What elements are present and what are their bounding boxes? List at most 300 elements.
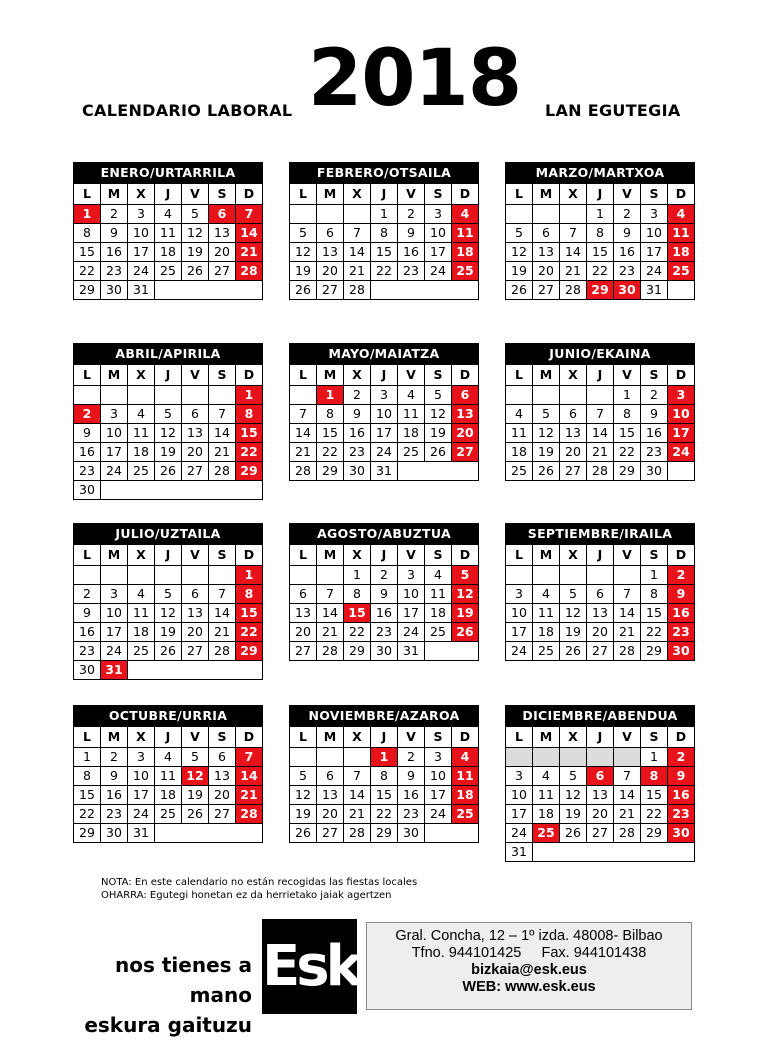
week-row (290, 386, 479, 405)
day-cell: 3 (425, 748, 452, 767)
empty-day-cell (317, 748, 344, 767)
month-table (73, 544, 263, 680)
day-cell: 1 (371, 205, 398, 224)
week-row (506, 566, 695, 585)
weekday-header: L (506, 365, 533, 386)
day-cell: 15 (344, 604, 371, 623)
day-cell: 30 (74, 481, 101, 500)
day-cell: 3 (668, 386, 695, 405)
day-cell: 17 (641, 243, 668, 262)
day-cell: 14 (236, 224, 263, 243)
empty-day-cell (74, 566, 101, 585)
empty-day-cell (74, 386, 101, 405)
day-cell: 20 (317, 262, 344, 281)
week-row (506, 767, 695, 786)
week-row (74, 661, 263, 680)
day-cell: 26 (533, 462, 560, 481)
empty-day-cell (668, 462, 695, 481)
day-cell: 11 (155, 224, 182, 243)
day-cell: 10 (128, 224, 155, 243)
day-cell: 29 (74, 824, 101, 843)
day-cell: 9 (641, 405, 668, 424)
day-cell: 27 (182, 462, 209, 481)
day-cell: 21 (587, 443, 614, 462)
day-cell: 22 (344, 623, 371, 642)
week-row (506, 623, 695, 642)
empty-day-cell (155, 386, 182, 405)
month-table (289, 183, 479, 300)
week-row (290, 243, 479, 262)
day-cell: 27 (587, 824, 614, 843)
weekday-header: D (236, 184, 263, 205)
day-cell: 26 (182, 805, 209, 824)
week-row (290, 205, 479, 224)
day-cell: 19 (155, 443, 182, 462)
week-row (74, 262, 263, 281)
weekday-header: L (290, 365, 317, 386)
day-cell: 19 (155, 623, 182, 642)
day-cell: 23 (74, 642, 101, 661)
day-cell: 29 (317, 462, 344, 481)
day-cell: 10 (128, 767, 155, 786)
month-table (505, 544, 695, 661)
weekday-header: J (155, 184, 182, 205)
empty-day-cell (506, 566, 533, 585)
week-row (290, 462, 479, 481)
day-cell: 1 (74, 205, 101, 224)
weekday-header: S (641, 727, 668, 748)
day-cell: 15 (614, 424, 641, 443)
day-cell: 10 (101, 424, 128, 443)
week-row (290, 443, 479, 462)
day-cell: 13 (560, 424, 587, 443)
month-title: NOVIEMBRE/AZAROA (289, 705, 479, 726)
day-cell: 29 (371, 824, 398, 843)
month-title: AGOSTO/ABUZTUA (289, 523, 479, 544)
day-cell: 18 (452, 786, 479, 805)
day-cell: 13 (452, 405, 479, 424)
month-title: MARZO/MARTXOA (505, 162, 695, 183)
day-cell: 31 (641, 281, 668, 300)
day-cell: 12 (182, 224, 209, 243)
month-11 (289, 705, 479, 843)
weekday-header: S (425, 184, 452, 205)
weekday-header: V (182, 545, 209, 566)
month-title: FEBRERO/OTSAILA (289, 162, 479, 183)
day-cell: 20 (290, 623, 317, 642)
contact-email[interactable]: bizkaia@esk.eus (471, 962, 587, 978)
day-cell: 8 (587, 224, 614, 243)
day-cell: 27 (317, 281, 344, 300)
week-row (290, 405, 479, 424)
day-cell: 12 (155, 424, 182, 443)
day-cell: 13 (209, 224, 236, 243)
week-row (290, 748, 479, 767)
month-title: MAYO/MAIATZA (289, 343, 479, 364)
empty-day-cell (317, 205, 344, 224)
day-cell: 6 (317, 224, 344, 243)
note-spanish: NOTA: En este calendario no están recogidas las fiestas locales (101, 877, 418, 888)
day-cell: 2 (74, 585, 101, 604)
weekday-header: V (182, 365, 209, 386)
month-12 (505, 705, 695, 862)
day-cell: 15 (641, 786, 668, 805)
empty-day-cell (533, 205, 560, 224)
day-cell: 12 (506, 243, 533, 262)
weekday-header: S (641, 545, 668, 566)
day-cell: 3 (128, 748, 155, 767)
day-cell: 29 (344, 642, 371, 661)
day-cell: 27 (587, 642, 614, 661)
month-8 (289, 523, 479, 661)
day-cell: 10 (506, 786, 533, 805)
day-cell: 13 (209, 767, 236, 786)
day-cell: 23 (668, 623, 695, 642)
day-cell: 5 (425, 386, 452, 405)
day-cell: 26 (155, 462, 182, 481)
day-cell: 8 (641, 585, 668, 604)
week-row (506, 386, 695, 405)
day-cell: 13 (533, 243, 560, 262)
day-cell: 12 (155, 604, 182, 623)
weekday-header: L (290, 545, 317, 566)
day-cell: 19 (290, 262, 317, 281)
day-cell: 4 (128, 405, 155, 424)
week-row (74, 604, 263, 623)
day-cell: 12 (182, 767, 209, 786)
week-row (506, 786, 695, 805)
week-row (506, 443, 695, 462)
day-cell: 20 (209, 243, 236, 262)
day-cell: 27 (209, 805, 236, 824)
day-cell: 29 (641, 824, 668, 843)
weekday-header: S (641, 365, 668, 386)
weekday-header: S (209, 365, 236, 386)
day-cell: 24 (668, 443, 695, 462)
slogan-line-2: eskura gaituzu (84, 1013, 252, 1037)
weekday-header: M (533, 184, 560, 205)
day-cell: 4 (452, 205, 479, 224)
day-cell: 15 (587, 243, 614, 262)
day-cell: 5 (560, 767, 587, 786)
week-row (74, 443, 263, 462)
day-cell: 22 (641, 623, 668, 642)
day-cell: 26 (560, 642, 587, 661)
day-cell: 6 (317, 767, 344, 786)
day-cell: 25 (398, 443, 425, 462)
day-cell: 21 (236, 243, 263, 262)
month-title: DICIEMBRE/ABENDUA (505, 705, 695, 726)
weekday-header: S (209, 727, 236, 748)
day-cell: 10 (101, 604, 128, 623)
weekday-header: M (317, 545, 344, 566)
day-cell: 9 (614, 224, 641, 243)
day-cell: 4 (128, 585, 155, 604)
weekday-header: S (425, 545, 452, 566)
weekday-header: L (74, 184, 101, 205)
day-cell: 28 (209, 462, 236, 481)
week-row (506, 243, 695, 262)
day-cell: 30 (101, 824, 128, 843)
day-cell: 5 (182, 748, 209, 767)
day-cell: 2 (668, 566, 695, 585)
day-cell: 24 (506, 642, 533, 661)
day-cell: 16 (74, 443, 101, 462)
day-cell: 10 (425, 767, 452, 786)
day-cell: 8 (371, 767, 398, 786)
day-cell: 2 (101, 205, 128, 224)
day-cell: 1 (614, 386, 641, 405)
week-row (506, 262, 695, 281)
day-cell: 24 (101, 642, 128, 661)
day-cell: 12 (290, 786, 317, 805)
month-title: OCTUBRE/URRIA (73, 705, 263, 726)
month-table (73, 183, 263, 300)
day-cell: 3 (506, 767, 533, 786)
empty-day-cell (209, 566, 236, 585)
day-cell: 30 (668, 642, 695, 661)
day-cell: 2 (74, 405, 101, 424)
empty-day-cell (560, 748, 587, 767)
day-cell: 23 (668, 805, 695, 824)
day-cell: 26 (452, 623, 479, 642)
week-row (290, 623, 479, 642)
day-cell: 16 (101, 243, 128, 262)
day-cell: 17 (398, 604, 425, 623)
week-row (74, 566, 263, 585)
weekday-header: D (668, 184, 695, 205)
weekday-header: X (128, 184, 155, 205)
month-9 (505, 523, 695, 661)
weekday-header: D (668, 727, 695, 748)
day-cell: 16 (641, 424, 668, 443)
day-cell: 28 (317, 642, 344, 661)
day-cell: 27 (560, 462, 587, 481)
day-cell: 14 (344, 243, 371, 262)
week-row (506, 405, 695, 424)
day-cell: 12 (290, 243, 317, 262)
week-row (74, 623, 263, 642)
weekday-header: V (398, 184, 425, 205)
day-cell: 26 (560, 824, 587, 843)
day-cell: 28 (344, 281, 371, 300)
day-cell: 14 (614, 786, 641, 805)
day-cell: 22 (371, 262, 398, 281)
empty-day-cell (668, 281, 695, 300)
day-cell: 3 (641, 205, 668, 224)
day-cell: 12 (560, 786, 587, 805)
empty-day-cell (182, 566, 209, 585)
day-cell: 1 (587, 205, 614, 224)
empty-day-cell (128, 566, 155, 585)
day-cell: 6 (560, 405, 587, 424)
day-cell: 7 (209, 585, 236, 604)
weekday-header: L (74, 365, 101, 386)
day-cell: 8 (614, 405, 641, 424)
empty-day-cell (101, 386, 128, 405)
day-cell: 24 (425, 262, 452, 281)
day-cell: 6 (587, 585, 614, 604)
day-cell: 2 (641, 386, 668, 405)
weekday-header: X (344, 184, 371, 205)
day-cell: 15 (641, 604, 668, 623)
day-cell: 17 (128, 243, 155, 262)
month-4 (73, 343, 263, 500)
day-cell: 11 (533, 604, 560, 623)
weekday-header: V (398, 727, 425, 748)
weekday-header: D (452, 545, 479, 566)
day-cell: 10 (398, 585, 425, 604)
day-cell: 20 (182, 623, 209, 642)
weekday-header: J (371, 365, 398, 386)
empty-day-cell (290, 386, 317, 405)
weekday-header: V (614, 365, 641, 386)
month-title: ENERO/URTARRILA (73, 162, 263, 183)
day-cell: 2 (398, 205, 425, 224)
day-cell: 7 (560, 224, 587, 243)
day-cell: 24 (128, 262, 155, 281)
slogan-line-1: nos tienes a mano (115, 953, 252, 1007)
day-cell: 13 (317, 786, 344, 805)
day-cell: 4 (533, 585, 560, 604)
empty-day-cell (155, 281, 263, 300)
day-cell: 20 (317, 805, 344, 824)
day-cell: 17 (101, 443, 128, 462)
day-cell: 29 (236, 642, 263, 661)
week-row (290, 566, 479, 585)
empty-day-cell (506, 748, 533, 767)
day-cell: 5 (533, 405, 560, 424)
weekday-header: D (668, 365, 695, 386)
day-cell: 26 (155, 642, 182, 661)
day-cell: 13 (182, 604, 209, 623)
day-cell: 3 (371, 386, 398, 405)
contact-phones: Tfno. 944101425 Fax. 944101438 (411, 945, 647, 961)
day-cell: 27 (182, 642, 209, 661)
day-cell: 23 (398, 262, 425, 281)
day-cell: 25 (128, 462, 155, 481)
day-cell: 5 (452, 566, 479, 585)
day-cell: 21 (344, 262, 371, 281)
day-cell: 30 (371, 642, 398, 661)
weekday-header: X (344, 727, 371, 748)
day-cell: 22 (641, 805, 668, 824)
day-cell: 27 (452, 443, 479, 462)
weekday-header: D (452, 184, 479, 205)
empty-day-cell (533, 748, 560, 767)
week-row (74, 462, 263, 481)
day-cell: 24 (398, 623, 425, 642)
empty-day-cell (533, 386, 560, 405)
day-cell: 20 (533, 262, 560, 281)
month-10 (73, 705, 263, 843)
day-cell: 20 (587, 623, 614, 642)
day-cell: 11 (398, 405, 425, 424)
day-cell: 16 (614, 243, 641, 262)
day-cell: 7 (236, 748, 263, 767)
day-cell: 29 (614, 462, 641, 481)
day-cell: 21 (209, 623, 236, 642)
day-cell: 22 (236, 443, 263, 462)
day-cell: 17 (371, 424, 398, 443)
week-row (74, 748, 263, 767)
week-row (74, 424, 263, 443)
weekday-header: S (425, 365, 452, 386)
day-cell: 23 (101, 262, 128, 281)
day-cell: 8 (641, 767, 668, 786)
day-cell: 25 (128, 642, 155, 661)
week-row (506, 224, 695, 243)
day-cell: 8 (317, 405, 344, 424)
month-title: JUNIO/EKAINA (505, 343, 695, 364)
day-cell: 21 (209, 443, 236, 462)
week-row (506, 824, 695, 843)
empty-day-cell (101, 481, 263, 500)
week-row (74, 205, 263, 224)
day-cell: 6 (209, 205, 236, 224)
weekday-header: D (236, 727, 263, 748)
empty-day-cell (128, 661, 263, 680)
day-cell: 18 (506, 443, 533, 462)
day-cell: 7 (614, 767, 641, 786)
week-row (74, 642, 263, 661)
day-cell: 19 (560, 805, 587, 824)
day-cell: 13 (587, 786, 614, 805)
contact-web[interactable]: WEB: www.esk.eus (462, 979, 596, 995)
week-row (506, 585, 695, 604)
day-cell: 2 (371, 566, 398, 585)
week-row (506, 424, 695, 443)
day-cell: 18 (155, 243, 182, 262)
day-cell: 22 (587, 262, 614, 281)
day-cell: 5 (290, 767, 317, 786)
day-cell: 1 (236, 386, 263, 405)
day-cell: 30 (101, 281, 128, 300)
day-cell: 11 (533, 786, 560, 805)
day-cell: 21 (560, 262, 587, 281)
day-cell: 17 (128, 786, 155, 805)
day-cell: 22 (371, 805, 398, 824)
weekday-header: V (182, 727, 209, 748)
empty-day-cell (533, 843, 695, 862)
day-cell: 16 (668, 604, 695, 623)
day-cell: 11 (128, 424, 155, 443)
day-cell: 18 (128, 623, 155, 642)
day-cell: 27 (317, 824, 344, 843)
day-cell: 14 (209, 424, 236, 443)
week-row (506, 843, 695, 862)
day-cell: 22 (236, 623, 263, 642)
day-cell: 1 (74, 748, 101, 767)
day-cell: 16 (398, 243, 425, 262)
day-cell: 5 (182, 205, 209, 224)
weekday-header: M (101, 184, 128, 205)
month-1 (73, 162, 263, 300)
day-cell: 12 (533, 424, 560, 443)
weekday-header: V (182, 184, 209, 205)
day-cell: 25 (533, 642, 560, 661)
day-cell: 14 (317, 604, 344, 623)
month-3 (505, 162, 695, 300)
weekday-header: M (533, 727, 560, 748)
slogan (62, 950, 252, 1040)
day-cell: 3 (398, 566, 425, 585)
day-cell: 18 (425, 604, 452, 623)
weekday-header: V (614, 184, 641, 205)
day-cell: 24 (101, 462, 128, 481)
weekday-header: M (101, 727, 128, 748)
day-cell: 22 (614, 443, 641, 462)
